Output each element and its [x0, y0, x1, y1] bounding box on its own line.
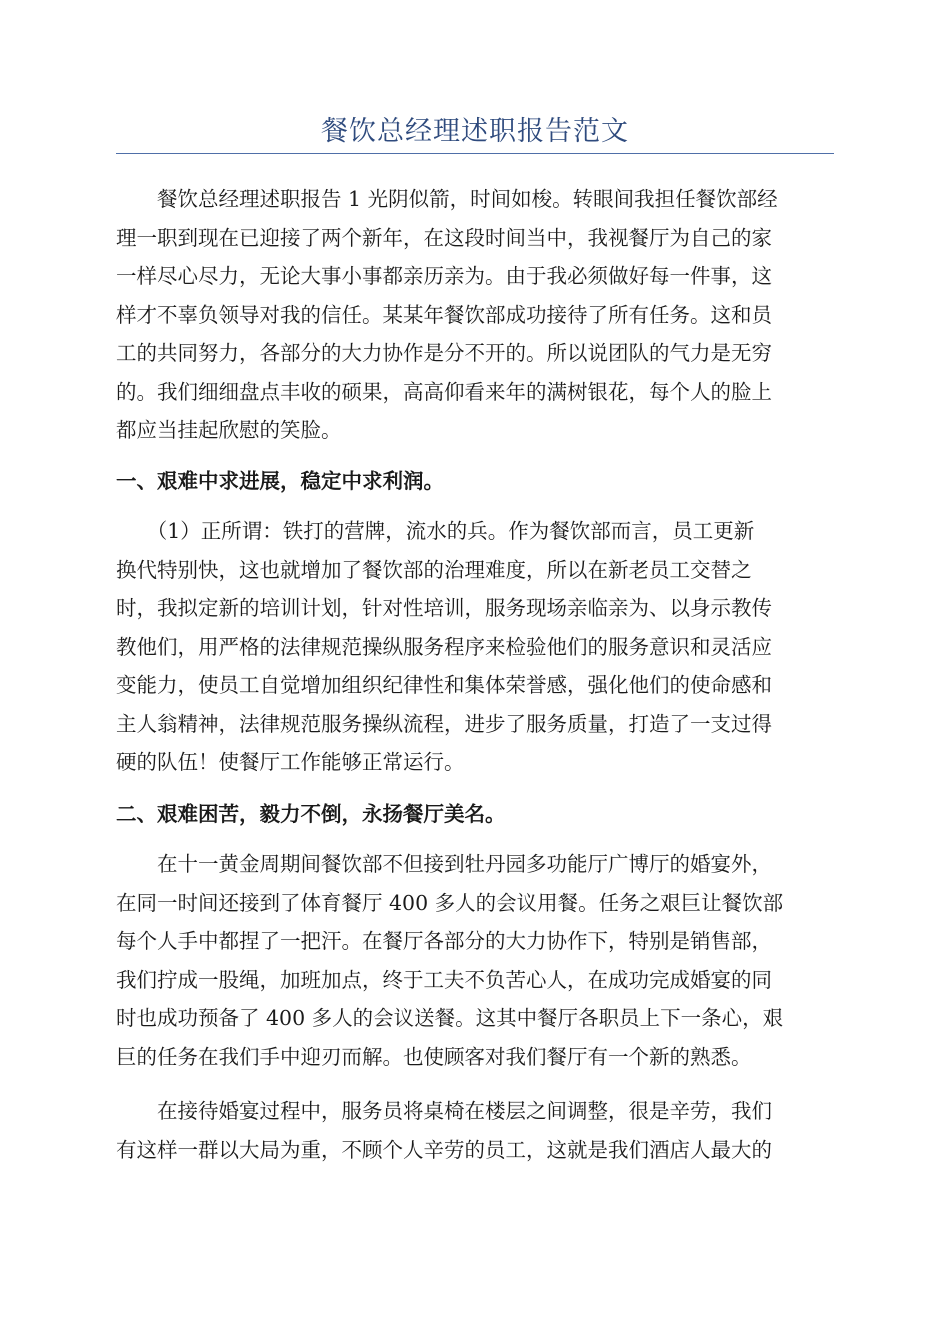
text-line: 在接待婚宴过程中，服务员将桌椅在楼层之间调整，很是辛劳，我们 — [116, 1099, 772, 1123]
title-underline — [116, 153, 834, 154]
text-line: 教他们，用严格的法律规范操纵服务程序来检验他们的服务意识和灵活应 — [116, 634, 772, 659]
text-line: 样才不辜负领导对我的信任。某某年餐饮部成功接待了所有任务。这和员 — [116, 302, 772, 327]
text-line: 时，我拟定新的培训计划，针对性培训，服务现场亲临亲为、以身示教传 — [116, 596, 772, 620]
document-title: 餐饮总经理述职报告范文 — [321, 116, 629, 147]
section-heading-2: 二、艰难困苦，毅力不倒，永扬餐厅美名。 — [116, 802, 506, 826]
text-line: 都应当挂起欣慰的笑脸。 — [116, 418, 342, 442]
intro-paragraph — [116, 180, 832, 450]
section2-paragraph-1 — [116, 845, 832, 1076]
text-line: 一样尽心尽力，无论大事小事都亲历亲为。由于我必须做好每一件事，这 — [116, 264, 772, 288]
text-line: 主人翁精神，法律规范服务操纵流程，进步了服务质量，打造了一支过得 — [116, 711, 772, 736]
text-line: 在同一时间还接到了体育餐厅 400 多人的会议用餐。任务之艰巨让餐饮部 — [116, 890, 784, 915]
section2-paragraph-2 — [116, 1092, 832, 1169]
section-heading-1: 一、艰难中求进展，稳定中求利润。 — [116, 469, 444, 493]
text-line: （1）正所谓：铁打的营牌，流水的兵。作为餐饮部而言，员工更新 — [116, 519, 755, 543]
text-line: 每个人手中都捏了一把汗。在餐厅各部分的大力协作下，特别是销售部， — [116, 929, 772, 953]
text-line: 我们拧成一股绳，加班加点，终于工夫不负苦心人，在成功完成婚宴的同 — [116, 967, 772, 992]
text-line: 有这样一群以大局为重，不顾个人辛劳的员工，这就是我们酒店人最大的 — [116, 1137, 772, 1162]
text-line: 硬的队伍！使餐厅工作能够正常运行。 — [116, 750, 465, 774]
text-line: 变能力，使员工自觉增加组织纪律性和集体荣誉感，强化他们的使命感和 — [116, 673, 772, 697]
text-line: 在十一黄金周期间餐饮部不但接到牡丹园多功能厅广博厅的婚宴外， — [116, 852, 772, 876]
text-line: 理一职到现在已迎接了两个新年，在这段时间当中，我视餐厅为自己的家 — [116, 225, 772, 250]
text-line: 换代特别快，这也就增加了餐饮部的治理难度，所以在新老员工交替之 — [116, 557, 752, 582]
text-line: 时也成功预备了 400 多人的会议送餐。这其中餐厅各职员上下一条心，艰 — [116, 1006, 784, 1030]
text-line: 的。我们细细盘点丰收的硕果，高高仰看来年的满树银花，每个人的脸上 — [116, 379, 772, 404]
section1-paragraph — [116, 512, 832, 782]
text-line: 工的共同努力，各部分的大力协作是分不开的。所以说团队的气力是无穷 — [116, 341, 772, 365]
text-line: 餐饮总经理述职报告 1 光阴似箭，时间如梭。转眼间我担任餐饮部经 — [116, 187, 778, 211]
text-line: 巨的任务在我们手中迎刃而解。也使顾客对我们餐厅有一个新的熟悉。 — [116, 1044, 752, 1069]
